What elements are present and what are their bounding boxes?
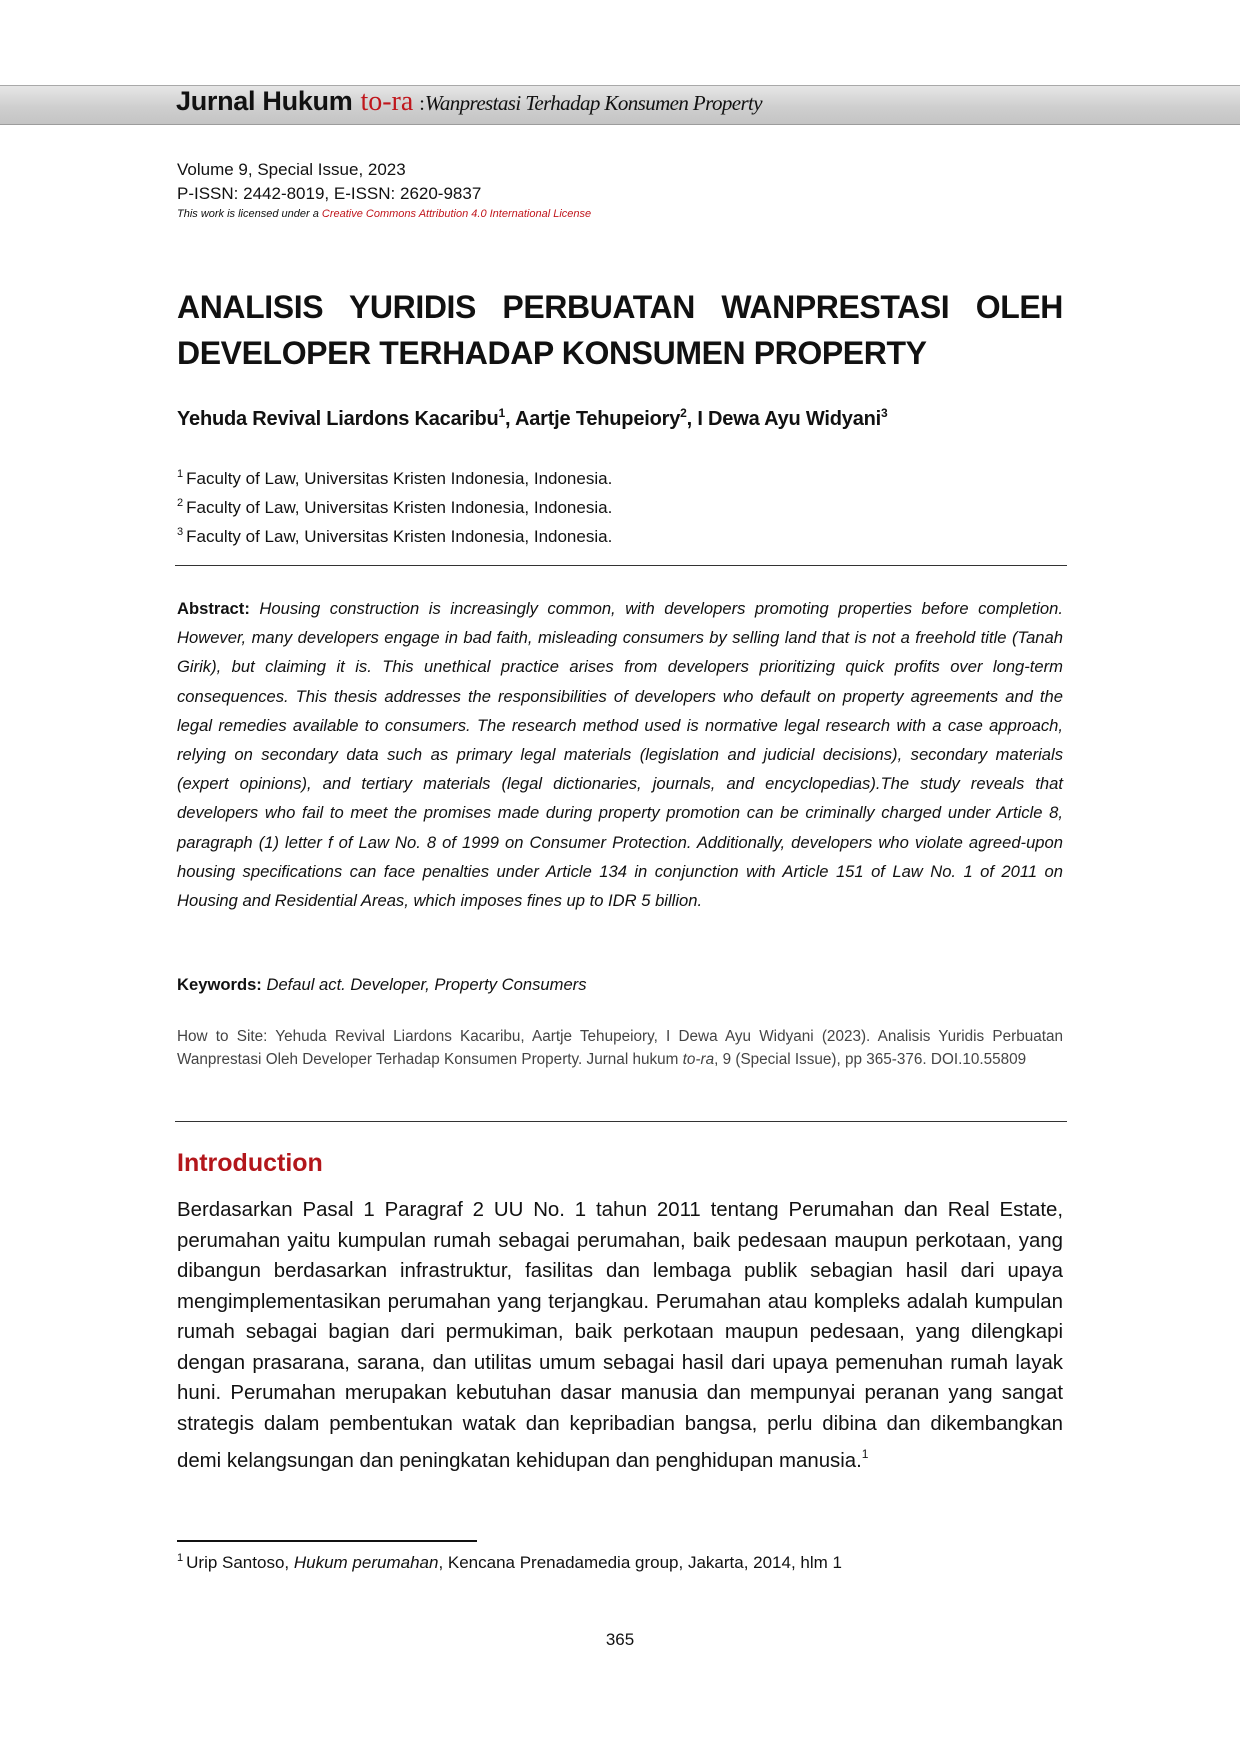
affiliation-number: 1 [177,468,184,480]
author-affiliation-ref: 1 [498,406,505,420]
paper-title-line-2: DEVELOPER TERHADAP KONSUMEN PROPERTY [177,335,927,371]
author-affiliation-ref: 2 [680,406,687,420]
license-link[interactable]: Creative Commons Attribution 4.0 International License [321,208,592,220]
affiliation-list [177,462,612,549]
affiliation-text: Faculty of Law, Universitas Kristen Indonesia, Indonesia. [186,469,613,488]
introduction-text: Berdasarkan Pasal 1 Paragraf 2 UU No. 1 tahun 2011 tentang Perumahan dan Real Estate, perumahan yaitu kumpulan rumah sebagai perumahan, baik pedesaan maupun perkotaan, yang dibangun berdasarkan infrastruktur, fasilitas dan lembaga publik sebagian hasil dari upaya mengimplementasikan perumahan yang terjangkau. Perumahan atau kompleks adalah kumpulan rumah sebagai bagian dari permukiman, baik perkotaan maupun pedesaan, yang dilengkapi dengan prasarana, sarana, dan utilitas umum sebagai hasil dari upaya pemenuhan rumah layak huni. Perumahan merupakan kebutuhan dasar manusia dan mempunyai peranan yang sangat strategis dalam pembentukan watak dan kepribadian bangsa, perlu dibina dan dikembangkan demi kelangsungan dan peningkatan kehidupan dan penghidupan manusia. [177,1199,1063,1472]
page-number: 365 [605,1630,635,1649]
volume-info: Volume 9, Special Issue, 2023 [177,160,406,179]
author-name: I Dewa Ayu Widyani [697,408,881,430]
footnote-number: 1 [177,1552,184,1564]
journal-name-accent: to-ra [360,86,414,117]
running-header [176,86,762,118]
license-note [177,207,591,221]
abstract-text: Housing construction is increasingly common, with developers promoting properties before completion. However, many developers engage in bad faith, misleading consumers by selling land that is not a freehold title (Tanah Girik), but claiming it is. This unethical practice arises from developers prioritizing quick profits over long-term consequences. This thesis addresses the responsibilities of developers who default on property agreements and the legal remedies available to consumers. The research method used is normative legal research with a case approach, relying on secondary data such as primary legal materials (legislation and judicial decisions), secondary materials (expert opinions), and tertiary materials (legal dictionaries, journals, and encyclopedias).The study reveals that developers who fail to meet the promises made during property promotion can be criminally charged under Article 8, paragraph (1) letter f of Law No. 8 of 1999 on Consumer Protection. Additionally, developers who violate agreed-upon housing specifications can face penalties under Article 134 in conjunction with Article 151 of Law No. 1 of 2011 on Housing and Residential Areas, which imposes fines up to IDR 5 billion. [177,599,1063,911]
footnote-reference[interactable]: 1 [861,1447,869,1461]
citation-details: , 9 (Special Issue), pp 365-376. DOI.10.55809 [714,1051,1027,1068]
citation-journal: to-ra [682,1051,715,1068]
affiliation-text: Faculty of Law, Universitas Kristen Indonesia, Indonesia. [186,527,613,546]
running-title: Wanprestasi Terhadap Konsumen Property [424,91,763,115]
license-prefix: This work is licensed under a [177,208,322,220]
keywords [177,975,587,995]
affiliation [177,520,612,549]
header-separator: : [419,93,425,115]
author-affiliation-ref: 3 [881,406,888,420]
keywords-text: Defaul act. Developer, Property Consumers [266,975,587,994]
footnote-author: Urip Santoso, [186,1553,294,1572]
author-name: Aartje Tehupeiory [514,408,681,430]
section-divider [175,565,1067,566]
keywords-label: Keywords: [177,975,262,994]
publication-meta [177,158,591,221]
author-list [177,406,887,431]
affiliation-text: Faculty of Law, Universitas Kristen Indonesia, Indonesia. [186,498,613,517]
introduction-heading: Introduction [177,1149,323,1177]
affiliation-number: 2 [177,497,184,509]
issn-info: P-ISSN: 2442-8019, E-ISSN: 2620-9837 [177,184,482,203]
paper-title-line-1: ANALISIS YURIDIS PERBUATAN WANPRESTASI OLEH [177,289,1063,325]
journal-name: Jurnal Hukum [176,86,353,116]
introduction-paragraph [177,1195,1063,1477]
author-separator: , [686,408,698,430]
section-divider [175,1121,1067,1122]
how-to-cite [177,1025,1063,1071]
footnote-title: Hukum perumahan [293,1553,439,1572]
affiliation [177,491,612,520]
footnote [177,1552,842,1573]
affiliation [177,462,612,491]
paper-title [177,284,1063,376]
footnote-details: , Kencana Prenadamedia group, Jakarta, 2014, hlm 1 [438,1553,842,1572]
affiliation-number: 3 [177,526,184,538]
abstract [177,594,1063,915]
citation-text: How to Site: Yehuda Revival Liardons Kacaribu, Aartje Tehupeiory, I Dewa Ayu Widyani (2023). Analisis Yuridis Perbuatan Wanprestasi Oleh Developer Terhadap Konsumen Property. Jurnal hukum [177,1028,1063,1068]
author-name: Yehuda Revival Liardons Kacaribu [177,408,499,430]
abstract-label: Abstract: [177,599,250,618]
footnote-separator [177,1540,477,1542]
author-separator: , [504,408,515,430]
